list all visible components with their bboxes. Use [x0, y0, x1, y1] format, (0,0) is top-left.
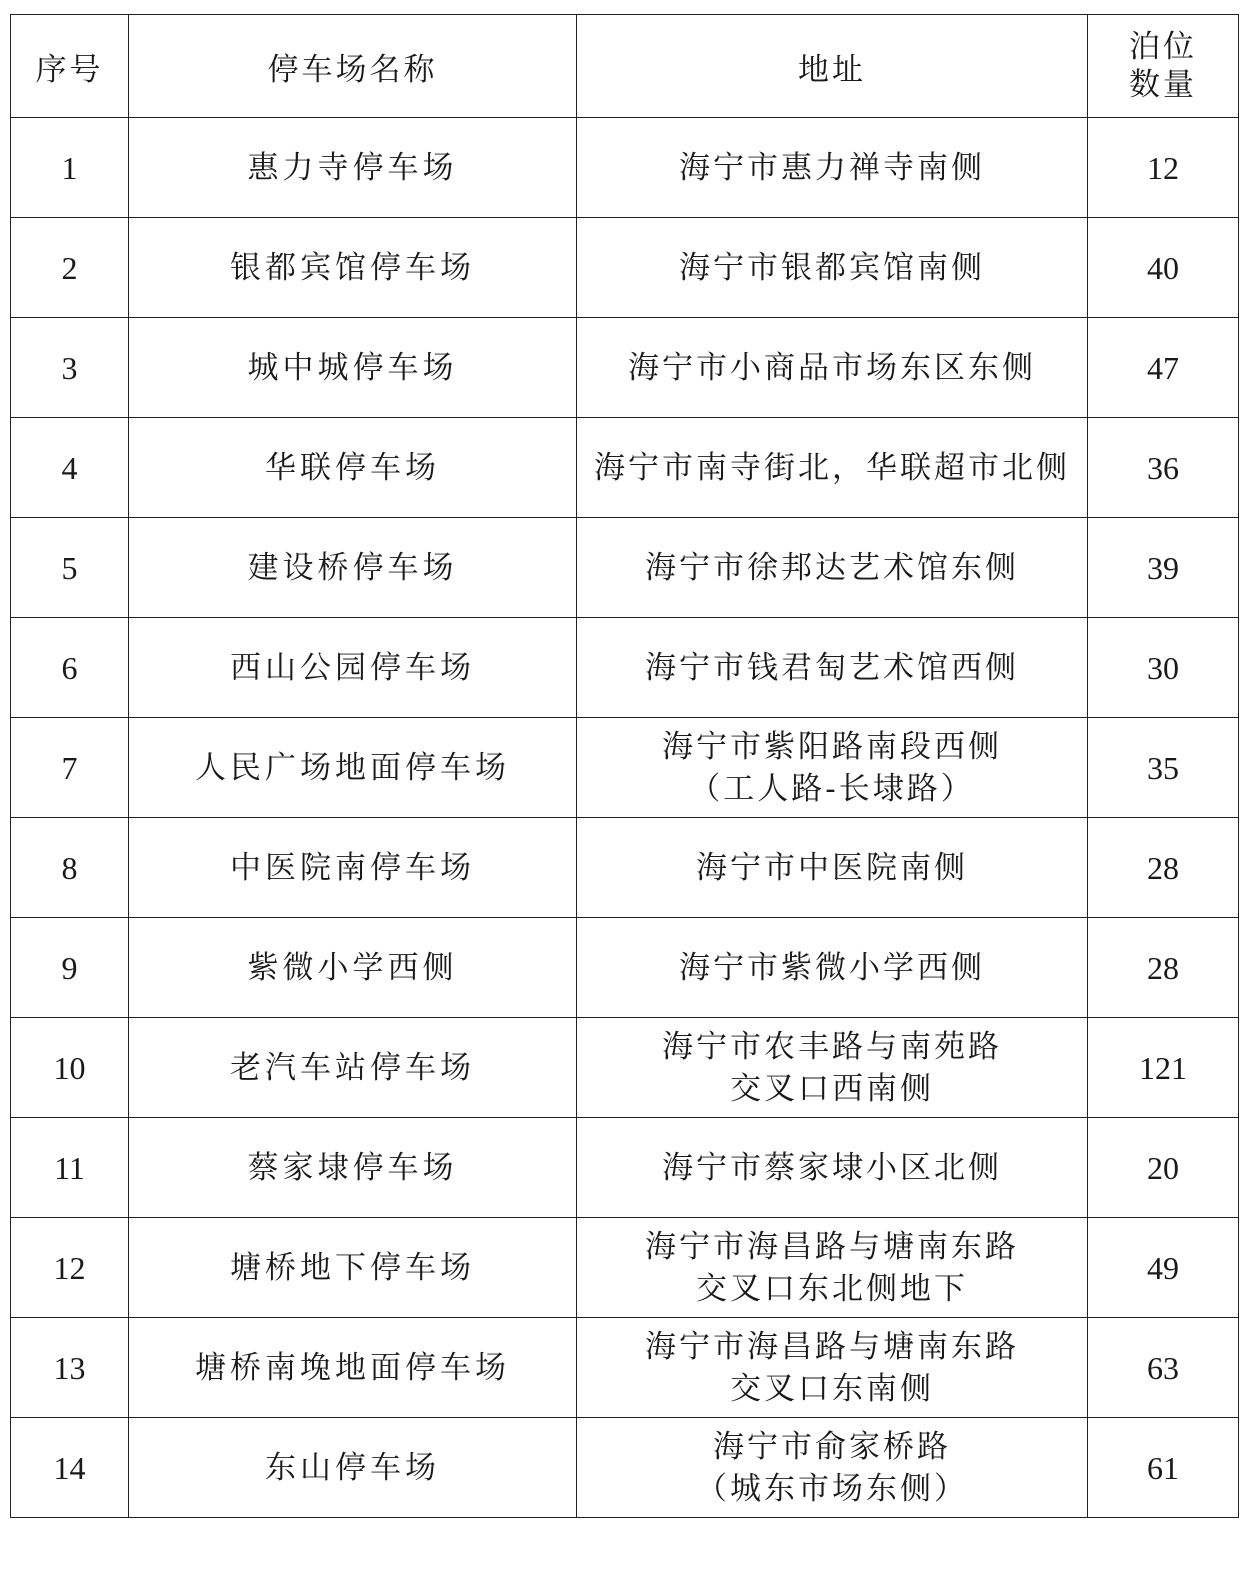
cell-count: 28: [1088, 818, 1239, 918]
address-line: 海宁市徐邦达艺术馆东侧: [645, 549, 1019, 586]
cell-count: 39: [1088, 518, 1239, 618]
cell-name: 紫微小学西侧: [129, 918, 577, 1018]
cell-count: 28: [1088, 918, 1239, 1018]
header-count-line1: 泊位: [1129, 29, 1197, 65]
parking-lot-document: [10, 14, 1239, 1518]
table-row: [11, 418, 1239, 518]
table-row: [11, 818, 1239, 918]
table-header-row: [11, 15, 1239, 118]
cell-seq: 10: [11, 1018, 129, 1118]
cell-address: [577, 318, 1088, 418]
address-line: 交叉口东北侧地下: [696, 1270, 968, 1307]
address-line: 海宁市蔡家埭小区北侧: [662, 1149, 1002, 1186]
cell-count: 49: [1088, 1218, 1239, 1318]
cell-name: 城中城停车场: [129, 318, 577, 418]
cell-seq: 5: [11, 518, 129, 618]
header-seq: 序号: [11, 15, 129, 118]
cell-seq: 13: [11, 1318, 129, 1418]
table-row: [11, 718, 1239, 818]
cell-name: 惠力寺停车场: [129, 118, 577, 218]
address-line: （工人路-长埭路）: [689, 770, 975, 807]
cell-address: [577, 618, 1088, 718]
cell-name: 东山停车场: [129, 1418, 577, 1518]
cell-name: 建设桥停车场: [129, 518, 577, 618]
cell-seq: 9: [11, 918, 129, 1018]
cell-address: [577, 1118, 1088, 1218]
table-row: [11, 1018, 1239, 1118]
cell-seq: 11: [11, 1118, 129, 1218]
cell-address: [577, 418, 1088, 518]
cell-count: 63: [1088, 1318, 1239, 1418]
table-row: [11, 1418, 1239, 1518]
cell-count: 35: [1088, 718, 1239, 818]
cell-address: [577, 1318, 1088, 1418]
cell-address: [577, 218, 1088, 318]
cell-name: 银都宾馆停车场: [129, 218, 577, 318]
cell-count: 61: [1088, 1418, 1239, 1518]
cell-seq: 6: [11, 618, 129, 718]
cell-seq: 12: [11, 1218, 129, 1318]
address-line: 海宁市海昌路与塘南东路: [645, 1228, 1019, 1265]
address-line: 海宁市南寺街北，华联超市北侧: [594, 449, 1070, 486]
address-line: 海宁市银都宾馆南侧: [679, 249, 985, 286]
cell-address: [577, 118, 1088, 218]
cell-seq: 1: [11, 118, 129, 218]
address-line: 海宁市俞家桥路: [713, 1428, 951, 1465]
header-count: [1088, 15, 1239, 118]
address-line: 交叉口东南侧: [730, 1370, 934, 1407]
cell-count: 30: [1088, 618, 1239, 718]
address-line: 海宁市惠力禅寺南侧: [679, 149, 985, 186]
address-line: 海宁市紫阳路南段西侧: [662, 728, 1002, 765]
cell-address: [577, 718, 1088, 818]
cell-name: 中医院南停车场: [129, 818, 577, 918]
cell-count: 121: [1088, 1018, 1239, 1118]
parking-lot-table: [10, 14, 1239, 1518]
header-address: 地址: [577, 15, 1088, 118]
address-line: 海宁市海昌路与塘南东路: [645, 1328, 1019, 1365]
header-count-line2: 数量: [1129, 67, 1197, 103]
table-row: [11, 118, 1239, 218]
cell-seq: 3: [11, 318, 129, 418]
cell-name: 西山公园停车场: [129, 618, 577, 718]
table-row: [11, 918, 1239, 1018]
cell-count: 47: [1088, 318, 1239, 418]
table-row: [11, 1218, 1239, 1318]
cell-address: [577, 1218, 1088, 1318]
address-line: 海宁市小商品市场东区东侧: [628, 349, 1036, 386]
address-line: 海宁市紫微小学西侧: [679, 949, 985, 986]
cell-address: [577, 918, 1088, 1018]
address-line: 海宁市中医院南侧: [696, 849, 968, 886]
address-line: （城东市场东侧）: [696, 1470, 968, 1507]
cell-seq: 7: [11, 718, 129, 818]
cell-count: 12: [1088, 118, 1239, 218]
table-row: [11, 518, 1239, 618]
cell-seq: 4: [11, 418, 129, 518]
address-line: 海宁市农丰路与南苑路: [662, 1028, 1002, 1065]
table-row: [11, 218, 1239, 318]
cell-name: 塘桥地下停车场: [129, 1218, 577, 1318]
address-line: 海宁市钱君匋艺术馆西侧: [645, 649, 1019, 686]
cell-address: [577, 1018, 1088, 1118]
cell-name: 老汽车站停车场: [129, 1018, 577, 1118]
cell-seq: 2: [11, 218, 129, 318]
cell-address: [577, 1418, 1088, 1518]
cell-count: 40: [1088, 218, 1239, 318]
address-line: 交叉口西南侧: [730, 1070, 934, 1107]
header-name: 停车场名称: [129, 15, 577, 118]
cell-count: 20: [1088, 1118, 1239, 1218]
cell-address: [577, 518, 1088, 618]
table-row: [11, 1118, 1239, 1218]
table-row: [11, 1318, 1239, 1418]
cell-seq: 8: [11, 818, 129, 918]
cell-name: 华联停车场: [129, 418, 577, 518]
cell-address: [577, 818, 1088, 918]
cell-name: 蔡家埭停车场: [129, 1118, 577, 1218]
cell-name: 人民广场地面停车场: [129, 718, 577, 818]
table-row: [11, 618, 1239, 718]
cell-seq: 14: [11, 1418, 129, 1518]
cell-name: 塘桥南堍地面停车场: [129, 1318, 577, 1418]
cell-count: 36: [1088, 418, 1239, 518]
table-row: [11, 318, 1239, 418]
table-body: [11, 118, 1239, 1518]
